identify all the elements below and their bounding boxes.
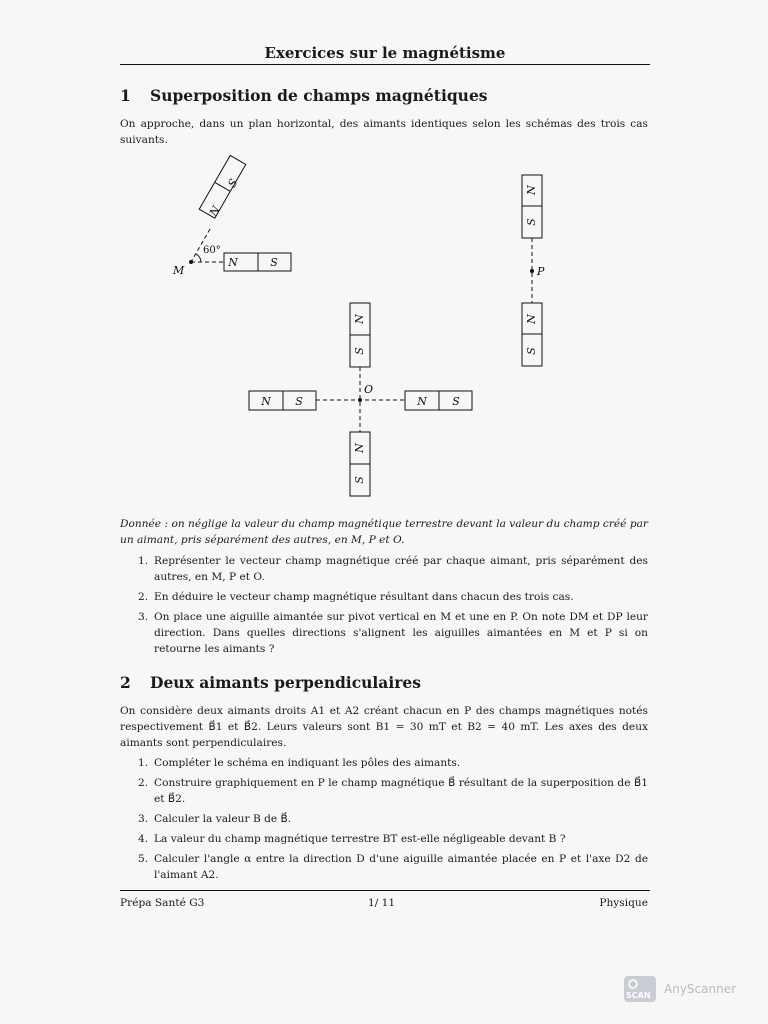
- section1-questions: [120, 553, 648, 661]
- point-o-dot: [358, 398, 362, 402]
- label-p-upper-south: S: [525, 218, 538, 226]
- watermark-name: AnyScanner: [664, 982, 737, 996]
- label-o-bottom-south: S: [353, 476, 366, 484]
- camera-icon: [624, 976, 656, 1002]
- footer-left: Prépa Santé G3: [120, 897, 205, 909]
- question-item: 2. En déduire le vecteur champ magnétique résultant dans chacun des trois cas.: [138, 591, 574, 603]
- label-o-right-north: N: [417, 395, 427, 408]
- section2-questions: [120, 755, 648, 887]
- section2-heading: [120, 673, 421, 692]
- section1-number: 1: [120, 86, 131, 105]
- footer-page-number: 1/ 11: [368, 897, 396, 909]
- point-p-dot: [530, 269, 534, 273]
- question-item: 2. Construire graphiquement en P le champ magnétique B⃗ résultant de la superposition de B⃗1 et B⃗2.: [138, 777, 648, 805]
- section1-intro: On approche, dans un plan horizontal, des aimants identiques selon les schémas des trois cas suivants.: [120, 118, 648, 146]
- question-item: 5. Calculer l'angle α entre la direction D d'une aiguille aimantée placée en P et l'axe D2 de l'aimant A2.: [138, 853, 648, 881]
- question-item: 3. On place une aiguille aimantée sur pivot vertical en M et une en P. On note DM et DP leur direction. Dans quelles directions s'alignent les aiguilles aimantées en M et P si on retourne les aimants ?: [138, 611, 648, 655]
- angle-label: 60°: [203, 245, 221, 256]
- section2-number: 2: [120, 673, 131, 692]
- scan-badge-label: SCAN: [626, 991, 651, 1000]
- point-m-dot: [189, 260, 193, 264]
- label-o-top-north: N: [353, 314, 366, 324]
- label-o-left-north: N: [261, 395, 271, 408]
- question-item: 1. Compléter le schéma en indiquant les pôles des aimants.: [138, 757, 461, 769]
- label-point-p: P: [537, 265, 545, 278]
- question-item: 4. La valeur du champ magnétique terrestre BT est-elle négligeable devant B ?: [138, 833, 566, 845]
- label-p-upper-north: N: [525, 185, 538, 195]
- label-tilted-north: N: [206, 203, 224, 219]
- question-item: 1. Représenter le vecteur champ magnétique créé par chaque aimant, pris séparément des autres, en M, P et O.: [138, 555, 648, 583]
- label-point-m: M: [173, 264, 185, 277]
- label-p-lower-south: S: [525, 347, 538, 355]
- section1-title: Superposition de champs magnétiques: [150, 86, 488, 105]
- label-o-top-south: S: [353, 347, 366, 355]
- label-m-north: N: [228, 256, 238, 269]
- label-tilted-south: S: [225, 176, 241, 190]
- section2-intro: On considère deux aimants droits A1 et A2 créant chacun en P des champs magnétiques notés respectivement B⃗1 et B⃗2. Leurs valeurs sont B1 = 30 mT et B2 = 40 mT. Les axes des deux aimants sont perpendiculaires.: [120, 705, 648, 749]
- question-item: 3. Calculer la valeur B de B⃗.: [138, 813, 292, 825]
- label-point-o: O: [364, 383, 374, 396]
- footer-right: Physique: [599, 897, 648, 909]
- label-o-bottom-north: N: [353, 443, 366, 453]
- section2-title: Deux aimants perpendiculaires: [150, 673, 421, 692]
- label-p-lower-north: N: [525, 314, 538, 324]
- header-title: Exercices sur le magnétisme: [264, 44, 506, 62]
- section1-given: Donnée : on néglige la valeur du champ magnétique terrestre devant la valeur du champ créé par un aimant, pris séparément des autres, en M, P et O.: [120, 518, 648, 546]
- label-o-left-south: S: [295, 395, 303, 408]
- footer-rule: [120, 890, 650, 891]
- label-o-right-south: S: [452, 395, 460, 408]
- label-m-south: S: [270, 256, 278, 269]
